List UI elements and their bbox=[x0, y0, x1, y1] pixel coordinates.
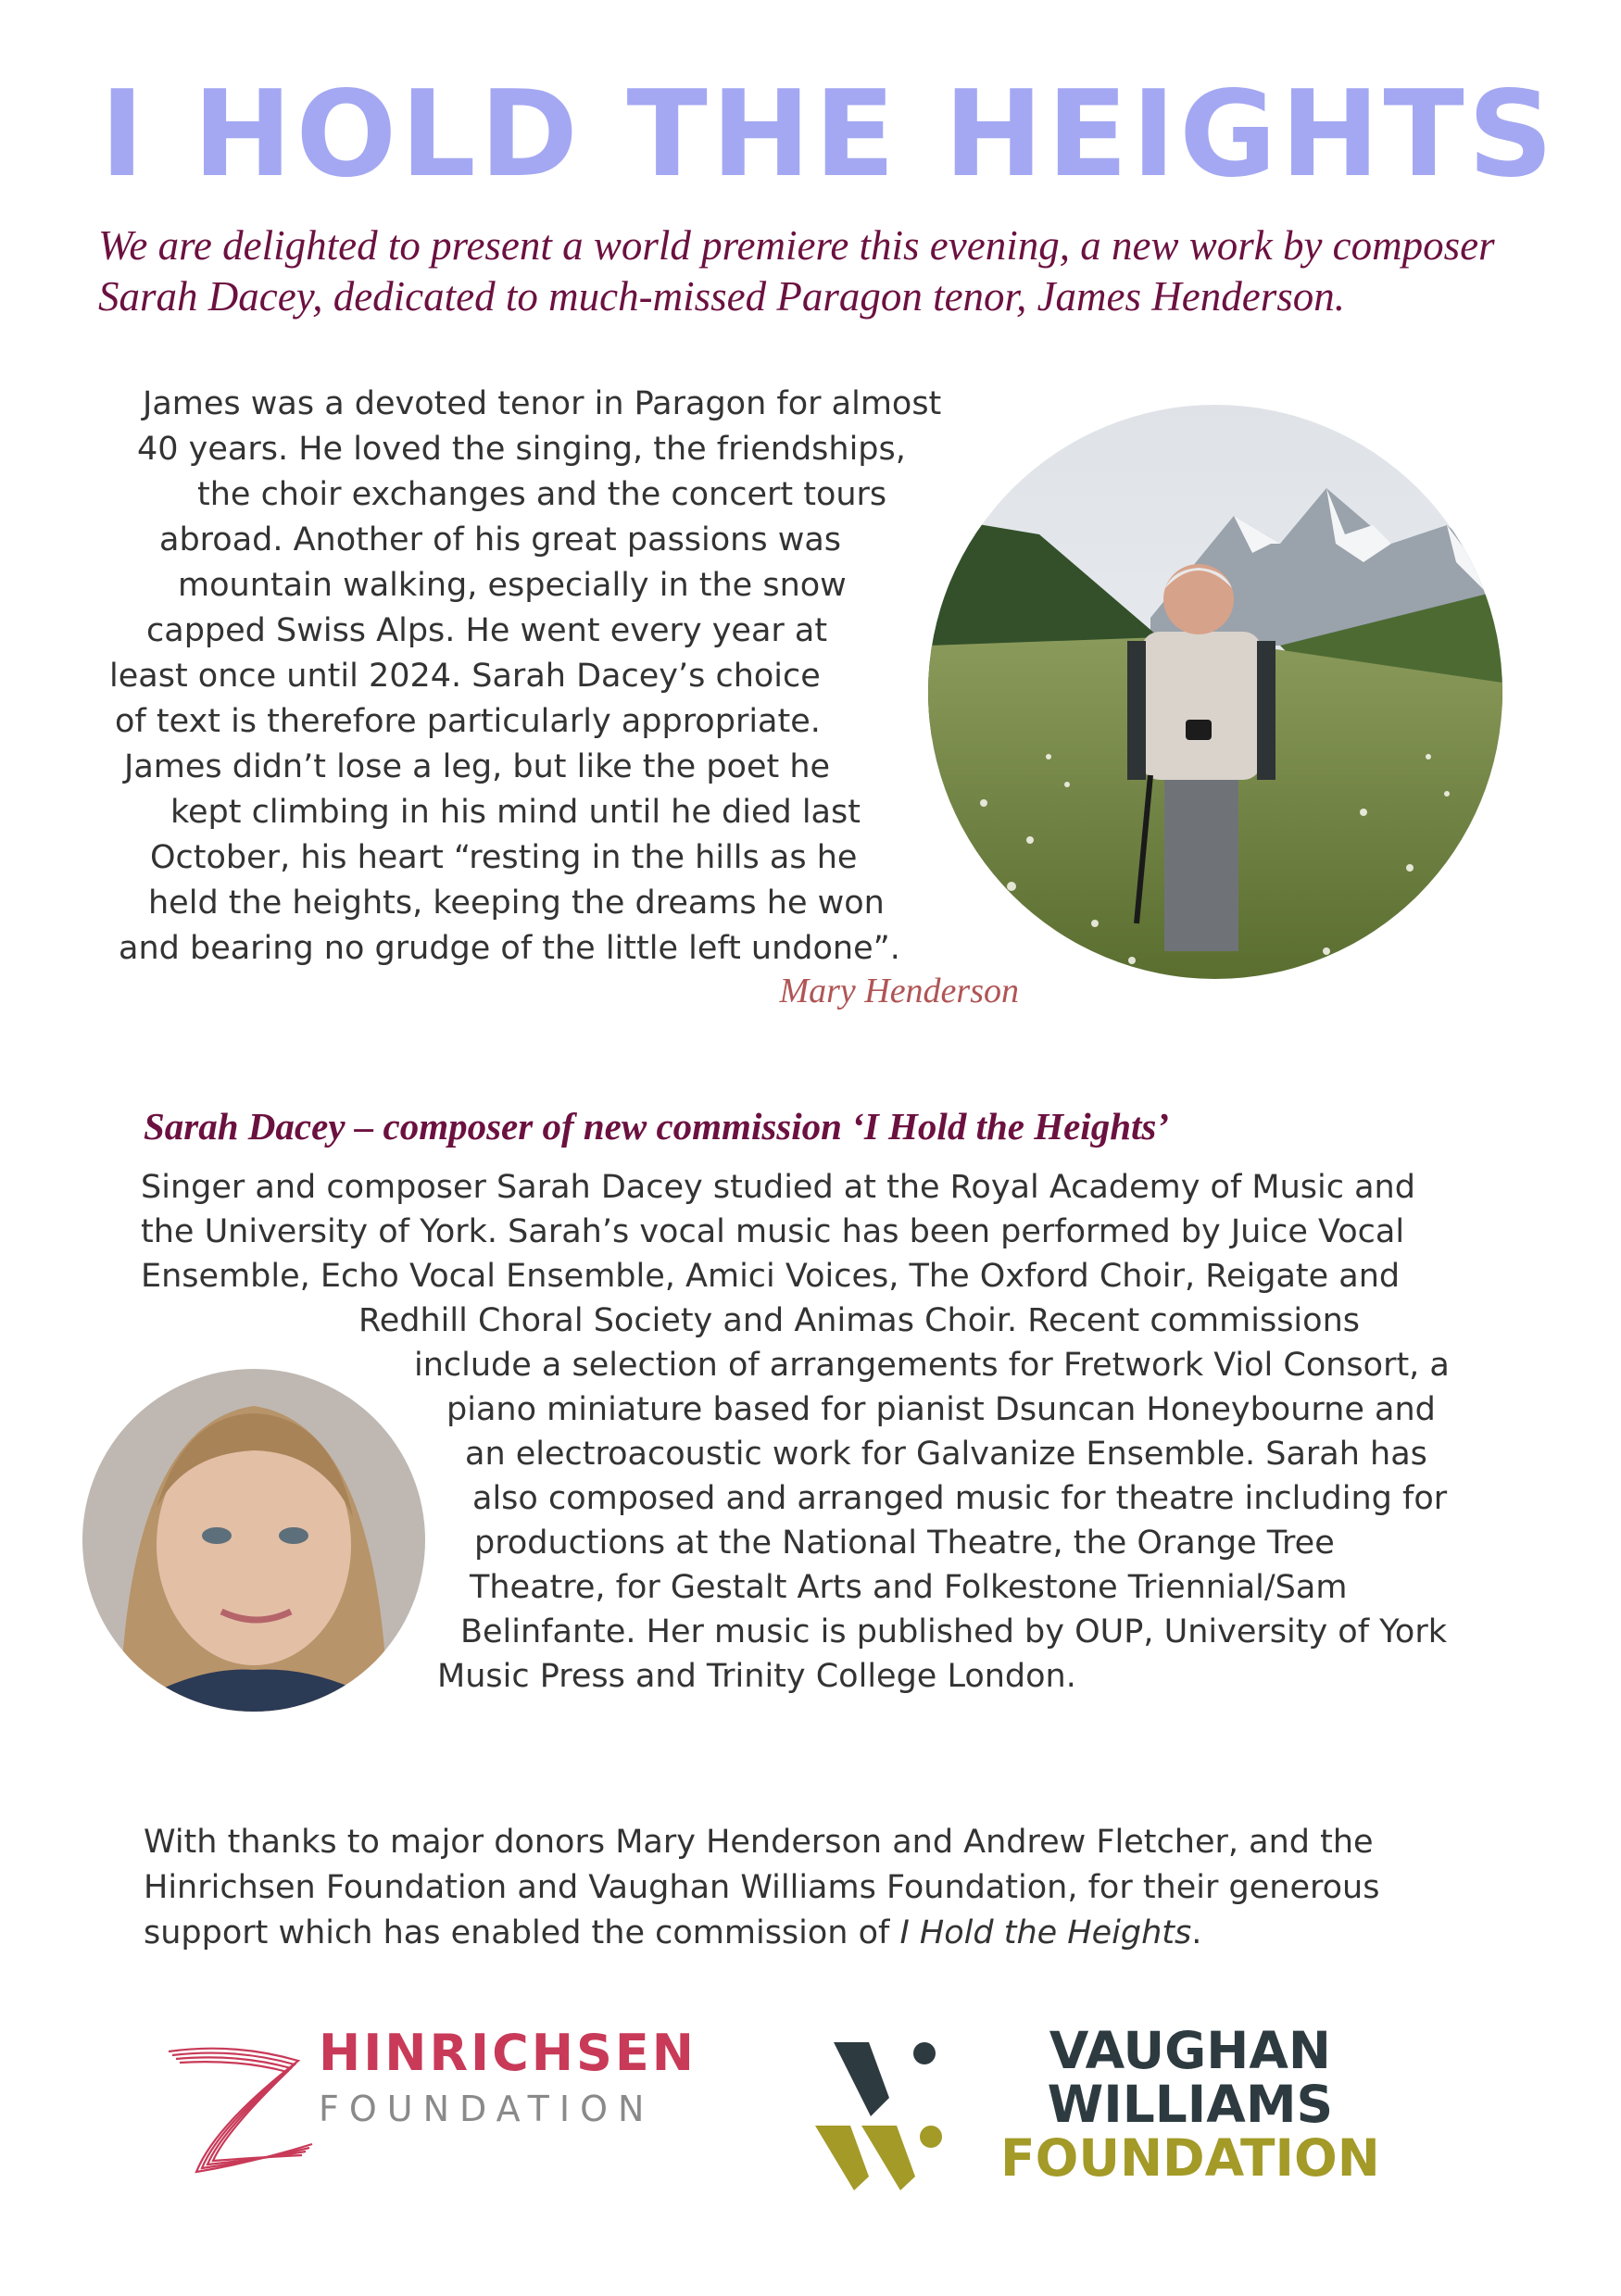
vaughan-williams-logo bbox=[815, 2021, 1408, 2209]
sarah-heading: Sarah Dacey – composer of new commission ‘I Hold the Heights’ bbox=[144, 1105, 1169, 1148]
james-line: James was a devoted tenor in Paragon for almost bbox=[143, 385, 942, 422]
james-line: least once until 2024. Sarah Dacey’s choice bbox=[109, 658, 821, 695]
signature: Mary Henderson bbox=[779, 972, 1019, 1010]
james-line: held the heights, keeping the dreams he won bbox=[148, 885, 885, 922]
thanks-line-prefix: support which has enabled the commission of bbox=[144, 1914, 900, 1951]
james-mountain-photo bbox=[928, 405, 1502, 979]
intro-text bbox=[98, 220, 1543, 322]
sarah-line: Singer and composer Sarah Dacey studied at the Royal Academy of Music and bbox=[141, 1169, 1415, 1206]
sarah-line: productions at the National Theatre, the Orange Tree bbox=[474, 1524, 1335, 1562]
intro-line: We are delighted to present a world premiere this evening, a new work by composer bbox=[98, 222, 1495, 269]
hinrichsen-logo bbox=[159, 2024, 697, 2190]
thanks-line bbox=[144, 1911, 1533, 1956]
james-line: of text is therefore particularly appropriate. bbox=[115, 703, 821, 740]
thanks-line: Hinrichsen Foundation and Vaughan Williams Foundation, for their generous bbox=[144, 1869, 1380, 1906]
sarah-line: also composed and arranged music for theatre including for bbox=[472, 1480, 1448, 1517]
james-tribute-text bbox=[102, 382, 1028, 972]
james-line: abroad. Another of his great passions was bbox=[159, 521, 842, 558]
work-title: I Hold the Heights bbox=[899, 1914, 1192, 1951]
portrait-scene bbox=[82, 1369, 425, 1712]
intro-line: Sarah Dacey, dedicated to much-missed Paragon tenor, James Henderson. bbox=[98, 273, 1346, 320]
sarah-line: Music Press and Trinity College London. bbox=[437, 1658, 1076, 1695]
sarah-line: an electroacoustic work for Galvanize Ensemble. Sarah has bbox=[465, 1436, 1427, 1473]
thanks-line: With thanks to major donors Mary Henderson and Andrew Fletcher, and the bbox=[144, 1824, 1374, 1861]
sarah-line: Ensemble, Echo Vocal Ensemble, Amici Voices, The Oxford Choir, Reigate and bbox=[141, 1258, 1401, 1295]
james-line: the choir exchanges and the concert tours bbox=[197, 476, 887, 513]
sarah-line: Belinfante. Her music is published by OUP, University of York bbox=[460, 1613, 1447, 1650]
thanks-line-suffix: . bbox=[1191, 1914, 1202, 1951]
james-line: James didn’t lose a leg, but like the poet he bbox=[124, 748, 831, 785]
james-line: and bearing no grudge of the little left undone”. bbox=[119, 930, 900, 967]
hinrichsen-sub: FOUNDATION bbox=[319, 2089, 655, 2129]
page-title: I HOLD THE HEIGHTS bbox=[100, 66, 1557, 204]
sarah-line: Theatre, for Gestalt Arts and Folkestone Triennial/Sam bbox=[470, 1569, 1348, 1606]
hinrichsen-name: HINRICHSEN bbox=[319, 2024, 697, 2082]
thanks-text bbox=[144, 1820, 1533, 1956]
hinrichsen-swirl-icon bbox=[159, 2024, 317, 2181]
vw-line1: VAUGHAN bbox=[1049, 2021, 1331, 2080]
vw-line2: WILLIAMS bbox=[1047, 2075, 1334, 2134]
james-line: mountain walking, especially in the snow bbox=[178, 567, 847, 604]
mountain-scene bbox=[928, 405, 1502, 979]
sarah-line: include a selection of arrangements for Fretwork Viol Consort, a bbox=[414, 1347, 1450, 1384]
vaughan-williams-name bbox=[1000, 2021, 1380, 2188]
sarah-line: piano miniature based for pianist Dsuncan Honeybourne and bbox=[446, 1391, 1436, 1428]
sarah-line: Redhill Choral Society and Animas Choir. Recent commissions bbox=[358, 1302, 1360, 1339]
sarah-line: the University of York. Sarah’s vocal music has been performed by Juice Vocal bbox=[141, 1213, 1405, 1250]
vw-line3: FOUNDATION bbox=[1000, 2128, 1380, 2188]
james-line: capped Swiss Alps. He went every year at bbox=[146, 612, 828, 649]
vaughan-williams-monogram-icon bbox=[815, 2033, 945, 2200]
sarah-portrait-photo bbox=[82, 1369, 425, 1712]
james-line: 40 years. He loved the singing, the friendships, bbox=[137, 431, 906, 468]
james-line: kept climbing in his mind until he died last bbox=[170, 794, 861, 831]
james-line: October, his heart “resting in the hills as he bbox=[150, 839, 858, 876]
